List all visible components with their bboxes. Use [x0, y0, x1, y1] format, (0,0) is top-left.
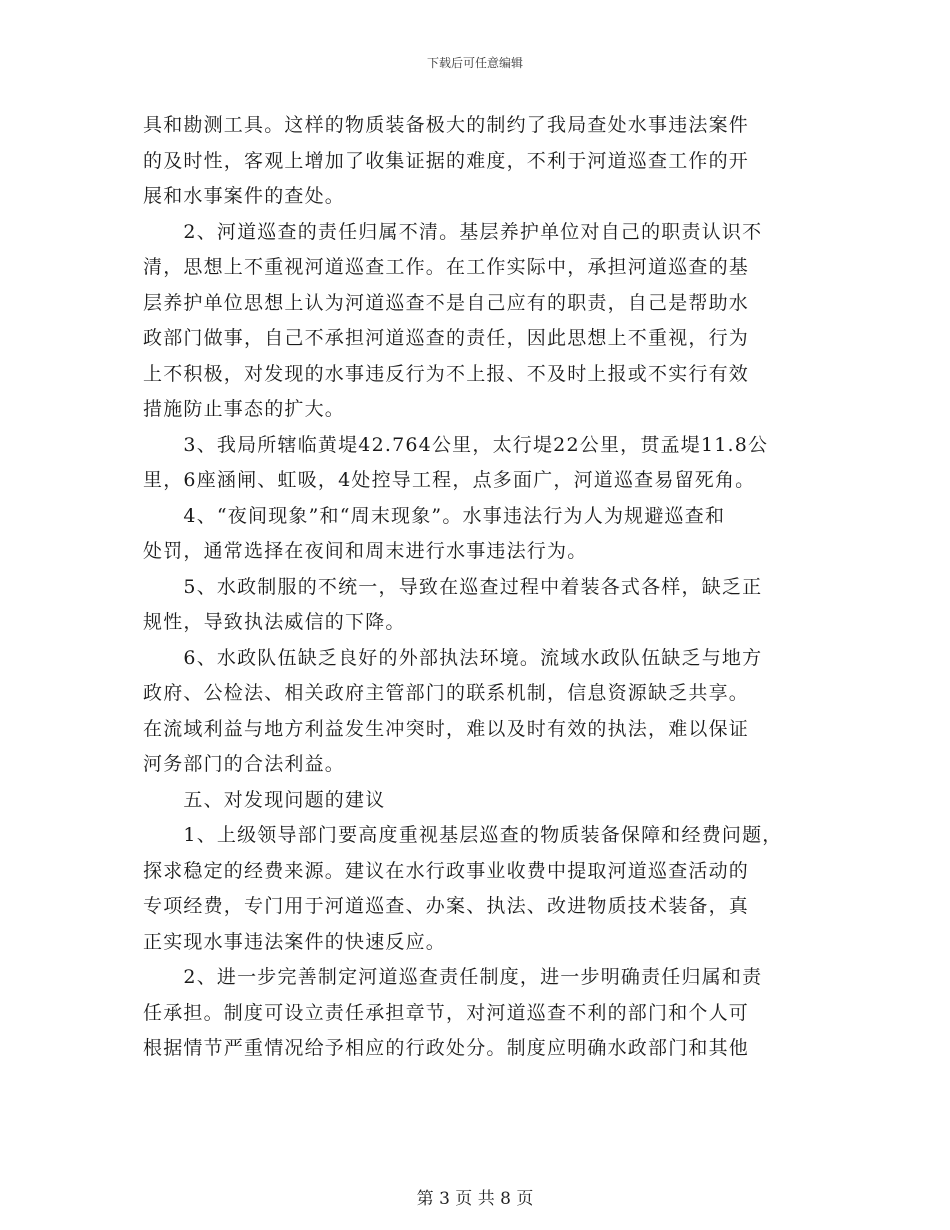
- text-line: 措施防止事态的扩大。: [143, 398, 346, 420]
- text-line: 专项经费，专门用于河道巡查、办案、执法、改进物质技术装备，真: [143, 895, 750, 917]
- text-line: 1、上级领导部门要高度重视基层巡查的物质装备保障和经费问题，: [143, 824, 783, 846]
- text-line: 上不积极，对发现的水事违反行为不上报、不及时上报或不实行有效: [143, 362, 750, 385]
- text-line: 规性，导致执法威信的下降。: [143, 611, 406, 633]
- paragraph-item-5-uniform: [143, 570, 843, 641]
- text-line: 具和勘测工具。这样的物质装备极大的制约了我局查处水事违法案件: [143, 114, 750, 136]
- text-line: 探求稳定的经费来源。建议在水行政事业收费中提取河道巡查活动的: [143, 859, 750, 882]
- paragraph-equipment-impact: [143, 108, 843, 215]
- text-line: 6、水政队伍缺乏良好的外部执法环境。流域水政队伍缺乏与地方: [143, 646, 763, 669]
- text-line: 政府、公检法、相关政府主管部门的联系机制，信息资源缺乏共享。: [143, 682, 750, 704]
- text-line: 处罚，通常选择在夜间和周末进行水事违法行为。: [143, 540, 588, 562]
- text-line: 3、我局所辖临黄堤42.764公里，太行堤22公里，贯孟堤11.8公: [143, 433, 769, 456]
- text-line: 展和水事案件的查处。: [143, 185, 346, 207]
- paragraph-item-3-jurisdiction: [143, 428, 843, 499]
- text-line: 根据情节严重情况给予相应的行政处分。制度应明确水政部门和其他: [143, 1037, 750, 1059]
- text-line: 清，思想上不重视河道巡查工作。在工作实际中，承担河道巡查的基: [143, 256, 750, 278]
- page-header-note: 下载后可任意编辑: [426, 56, 523, 70]
- text-line: 在流域利益与地方利益发生冲突时，难以及时有效的执法，难以保证: [143, 717, 750, 740]
- text-line: 任承担。制度可设立责任承担章节，对河道巡查不利的部门和个人可: [143, 1001, 750, 1024]
- text-line: 2、河道巡查的责任归属不清。基层养护单位对自己的职责认识不: [143, 220, 763, 243]
- text-line: 里，6座涵闸、虹吸，4处控导工程，点多面广，河道巡查易留死角。: [143, 469, 756, 491]
- page-number-footer: 第 3 页 共 8 页: [416, 1189, 534, 1209]
- text-line: 政部门做事，自己不承担河道巡查的责任，因此思想上不重视，行为: [143, 327, 750, 349]
- paragraph-item-2-responsibility: [143, 215, 843, 428]
- paragraph-suggestion-1: [143, 818, 843, 960]
- paragraph-item-4-night-weekend: [143, 499, 843, 570]
- text-line: 河务部门的合法利益。: [143, 753, 346, 775]
- text-line: 2、进一步完善制定河道巡查责任制度，进一步明确责任归属和责: [143, 966, 763, 988]
- text-line: 层养护单位思想上认为河道巡查不是自己应有的职责，自己是帮助水: [143, 291, 750, 314]
- text-line: 的及时性，客观上增加了收集证据的难度，不利于河道巡查工作的开: [143, 149, 750, 172]
- document-body: [143, 108, 843, 1067]
- paragraph-item-6-environment: [143, 641, 843, 783]
- text-line: 正实现水事违法案件的快速反应。: [143, 930, 447, 953]
- section-heading-suggestions: [143, 783, 843, 819]
- paragraph-suggestion-2: [143, 960, 843, 1067]
- text-line: 五、对发现问题的建议: [143, 788, 386, 811]
- text-line: 4、“夜间现象”和“周末现象”。水事违法行为人为规避巡查和: [143, 504, 726, 527]
- text-line: 5、水政制服的不统一，导致在巡查过程中着装各式各样，缺乏正: [143, 575, 763, 598]
